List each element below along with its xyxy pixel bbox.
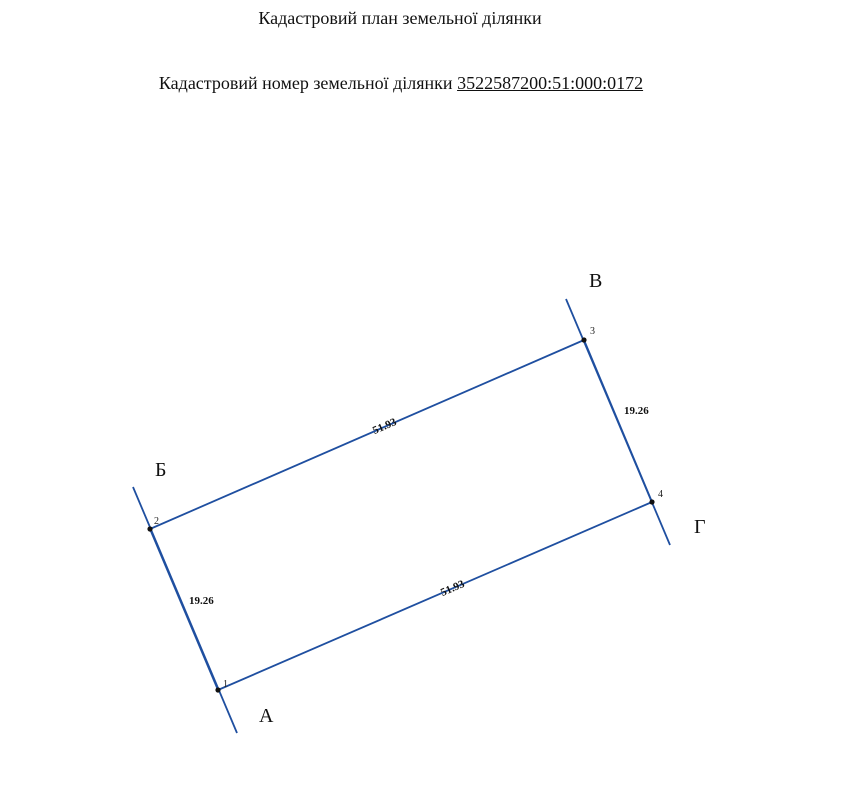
parcel-edge-1-2 <box>150 529 218 690</box>
vertex-label-1: 1 <box>223 679 228 690</box>
vertex-point-2 <box>147 526 152 531</box>
cadastral-number-label: Кадастровий номер земельної ділянки <box>158 73 453 93</box>
vertex-label-3: 3 <box>590 326 595 337</box>
parcel-edge-3-4 <box>584 340 652 502</box>
edge-length-4-1: 51.93 <box>438 578 467 599</box>
edge-length-1-2: 19.26 <box>189 595 214 607</box>
edge-length-3-4: 19.26 <box>624 405 649 417</box>
vertex-label-4: 4 <box>658 489 663 500</box>
neighbor-label-g: Г <box>694 516 706 538</box>
vertex-label-2: 2 <box>154 516 159 527</box>
plan-title: Кадастровий план земельної ділянки <box>258 8 542 28</box>
vertex-point-1 <box>215 687 220 692</box>
neighbor-label-v: В <box>589 270 603 292</box>
edge-length-2-3: 51.93 <box>370 416 399 437</box>
neighbor-label-a: А <box>259 705 274 727</box>
parcel-edge-4-1 <box>218 502 652 690</box>
vertex-point-3 <box>581 337 586 342</box>
parcel-edge-2-3 <box>150 340 584 529</box>
cadastral-number-value: 3522587200:51:000:0172 <box>457 73 644 93</box>
neighbor-label-b: Б <box>155 459 167 481</box>
vertex-point-4 <box>649 499 654 504</box>
